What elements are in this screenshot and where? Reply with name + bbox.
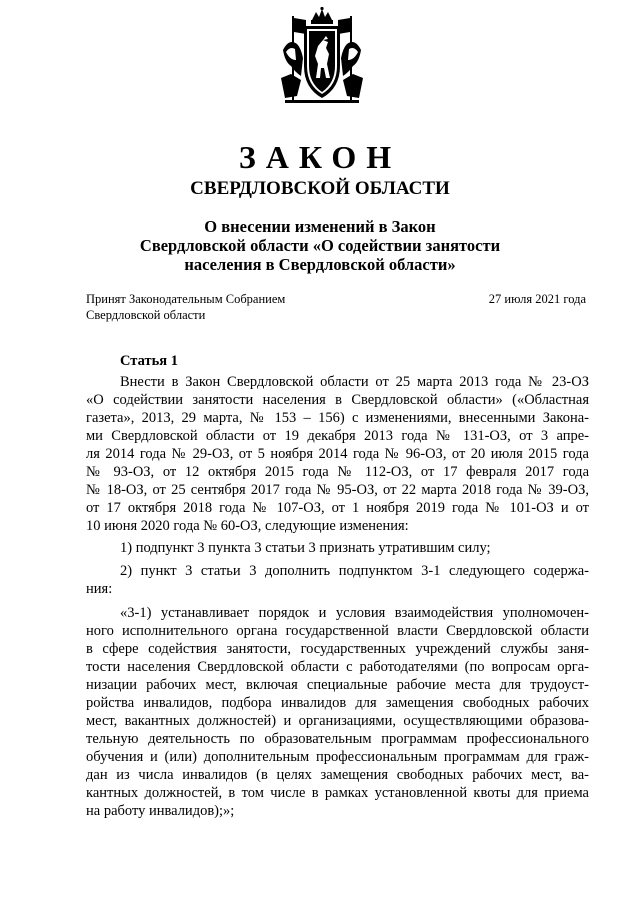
document-title: ЗАКОН xyxy=(238,139,402,175)
article-title: Статья 1 xyxy=(120,353,178,369)
article-text-line: «О содействии занятости населения в Свердловской области» («Областная xyxy=(86,392,589,408)
law-name-line: Свердловской области «О содействии занятости xyxy=(139,236,501,255)
article-text-line: ного исполнительного органа государственной власти Свердловской области xyxy=(86,623,589,639)
article-text-line: дан из числа инвалидов (в целях замещения свободных рабочих мест, ва- xyxy=(86,767,589,783)
law-name xyxy=(100,217,540,274)
adopted-by xyxy=(86,291,285,323)
article-text-line: ройства инвалидов, подбора инвалидов для замещения свободных рабочих xyxy=(86,695,589,711)
article-text-line: газета», 2013, 29 марта, № 153 – 156) с изменениями, внесенными Закона- xyxy=(86,410,589,426)
article-text-line: мест, вакантных должностей) и организациями, осуществляющими образова- xyxy=(86,713,589,729)
law-name-line: О внесении изменений в Закон xyxy=(204,217,436,236)
article-text-line: № 18-ОЗ, от 25 сентября 2017 года № 95-ОЗ, от 22 марта 2018 года № 39-ОЗ, xyxy=(86,482,589,498)
coat-of-arms-emblem xyxy=(271,6,373,106)
article-text-line: 10 июня 2020 года № 60-ОЗ, следующие изменения: xyxy=(86,518,409,534)
article-text-line: от 17 октября 2018 года № 107-ОЗ, от 1 ноября 2019 года № 101-ОЗ и от xyxy=(86,500,589,516)
article-text-line: 2) пункт 3 статьи 3 дополнить подпунктом 3-1 следующего содержа- xyxy=(120,563,589,579)
article-text-line: тельную деятельность по образовательным программам профессионального xyxy=(86,731,589,747)
law-name-line: населения в Свердловской области» xyxy=(184,255,456,274)
article-text-line: «3-1) устанавливает порядок и условия взаимодействия уполномочен- xyxy=(120,605,589,621)
adopted-by-line: Свердловской области xyxy=(86,308,206,322)
article-text-line: ля 2014 года № 29-ОЗ, от 5 ноября 2014 года № 96-ОЗ, от 20 июля 2015 года xyxy=(86,446,589,462)
adoption-date: 27 июля 2021 года xyxy=(488,292,586,306)
article-text-line: на работу инвалидов);»; xyxy=(86,803,235,819)
article-text-line: № 93-ОЗ, от 12 октября 2015 года № 112-ОЗ, от 17 февраля 2017 года xyxy=(86,464,589,480)
article-text-line: низации рабочих мест, включая специальные рабочие места для трудоуст- xyxy=(86,677,589,693)
article-text-line: тости населения Свердловской области с работодателями (по вопросам орга- xyxy=(86,659,589,675)
article-text-line: ми Свердловской области от 19 декабря 2013 года № 131-ОЗ, от 3 апре- xyxy=(86,428,589,444)
article-text-line: обучения и (или) дополнительным профессиональным программам для граж- xyxy=(86,749,589,765)
article-text-line: Внести в Закон Свердловской области от 25 марта 2013 года № 23-ОЗ xyxy=(120,374,589,390)
article-text-line: кантных должностей, в том числе в рамках установленной квоты для приема xyxy=(86,785,589,801)
article-text-line: 1) подпункт 3 пункта 3 статьи 3 признать утратившим силу; xyxy=(120,540,491,556)
adopted-by-line: Принят Законодательным Собранием xyxy=(86,292,286,306)
article-text-line: в сфере содействия занятости, государственных учреждений службы заня- xyxy=(86,641,589,657)
article-text-line: ния: xyxy=(86,581,113,597)
document-subtitle: СВЕРДЛОВСКОЙ ОБЛАСТИ xyxy=(190,178,450,199)
